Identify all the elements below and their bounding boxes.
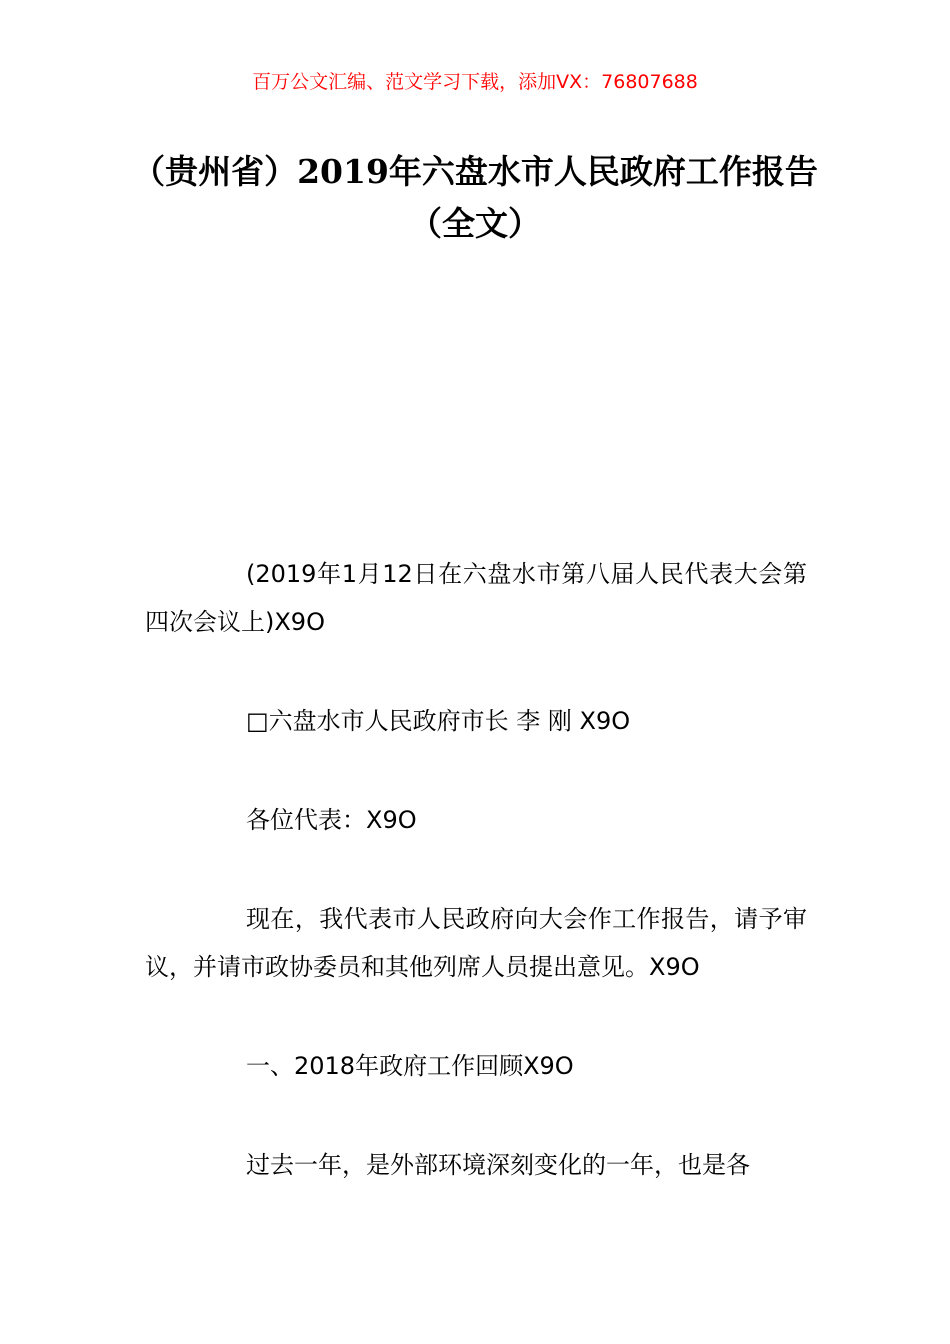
meeting-info-paragraph: (2019年1月12日在六盘水市第八届人民代表大会第四次会议上)X9O <box>145 560 807 636</box>
document-body <box>145 550 807 1189</box>
body-paragraph: 过去一年，是外部环境深刻变化的一年，也是各 <box>246 1151 750 1179</box>
section-heading: 一、2018年政府工作回顾X9O <box>246 1052 574 1080</box>
salutation: 各位代表：X9O <box>246 806 417 834</box>
author-line: □六盘水市人民政府市长 李 刚 X9O <box>246 707 631 735</box>
intro-paragraph: 现在，我代表市人民政府向大会作工作报告，请予审议，并请市政协委员和其他列席人员提出意见。X9O <box>145 905 807 981</box>
document-title: （贵州省）2019年六盘水市人民政府工作报告（全文） <box>132 152 818 243</box>
header-banner: 百万公文汇编、范文学习下载，添加VX：76807688 <box>252 71 698 93</box>
